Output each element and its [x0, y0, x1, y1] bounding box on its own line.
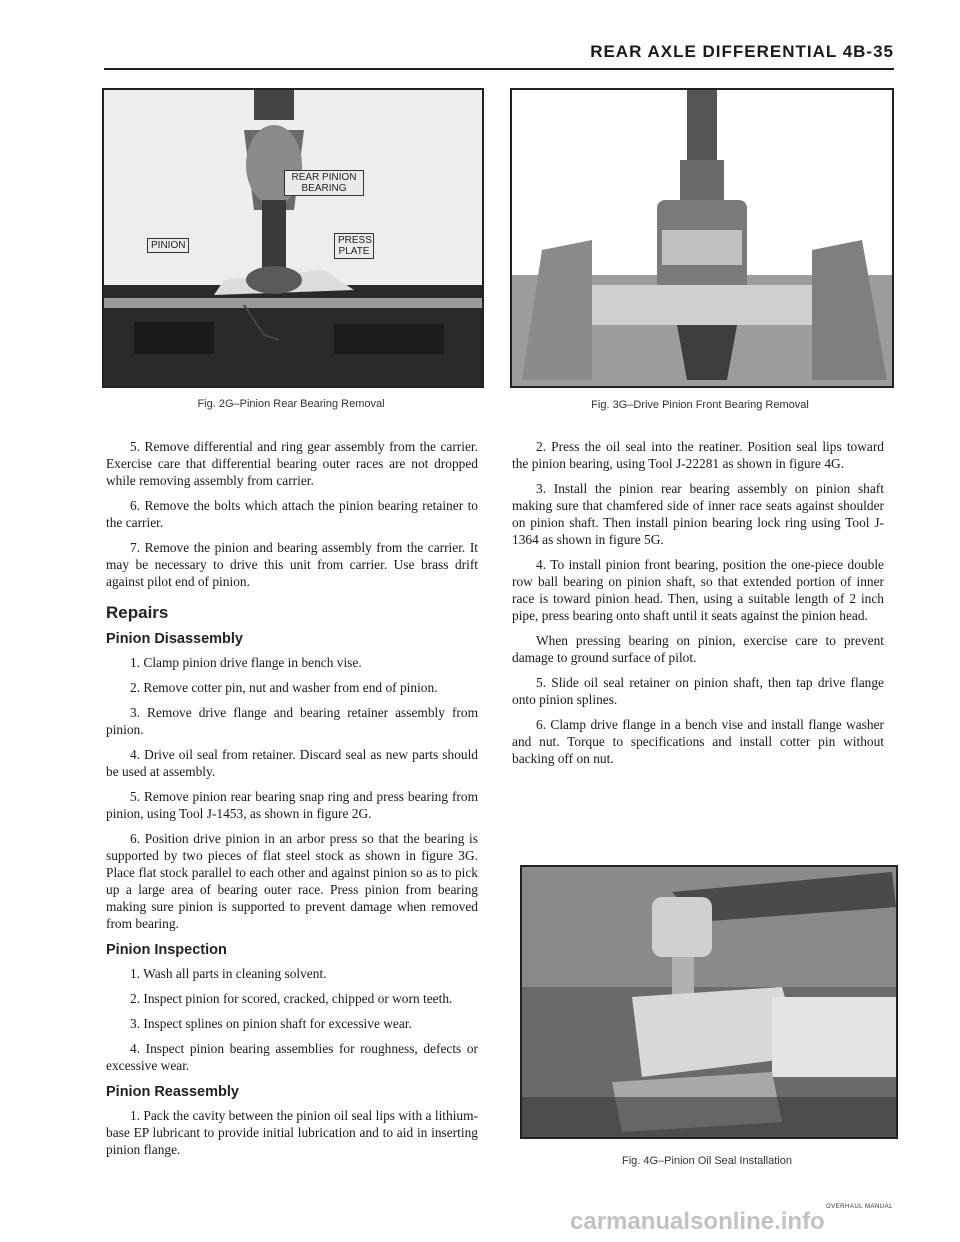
disassembly-step: 1. Clamp pinion drive flange in bench vise.: [130, 655, 362, 670]
reassembly-step: 1. Pack the cavity between the pinion oil seal lips with a lithium-base EP lubricant to provide initial lubrication and to aid in inserting pinion flange.: [106, 1108, 478, 1157]
repairs-heading: Repairs: [106, 603, 169, 622]
inspection-step: 1. Wash all parts in cleaning solvent.: [130, 966, 327, 981]
pinion-reassembly-heading: Pinion Reassembly: [106, 1084, 239, 1100]
page-header-title: REAR AXLE DIFFERENTIAL 4B-35: [590, 42, 894, 61]
overhaul-manual-tag: OVERHAUL MANUAL: [826, 1204, 893, 1210]
disassembly-step: 2. Remove cotter pin, nut and washer from end of pinion.: [130, 680, 438, 695]
left-step-5: 5. Remove differential and ring gear assembly from the carrier. Exercise care that differential bearing outer races are not dropped while removing assembly from carrier.: [106, 439, 478, 488]
disassembly-step: 5. Remove pinion rear bearing snap ring and press bearing from pinion, using Tool J-1453, as shown in figure 2G.: [106, 789, 478, 821]
right-step: 6. Clamp drive flange in a bench vise and install flange washer and nut. Torque to specifications and install cotter pin without backing off on nut.: [512, 717, 884, 766]
right-step: 4. To install pinion front bearing, position the one-piece double row ball bearing on pinion shaft, so that extended portion of inner race is toward pinion head. Then, using a suitable length of 2 inch pipe, press bearing onto shaft until it seats against the pinion head.: [512, 557, 884, 623]
right-column: [512, 438, 884, 775]
left-step-6: 6. Remove the bolts which attach the pinion bearing retainer to the carrier.: [106, 498, 478, 530]
header-rule: [104, 68, 894, 70]
figure-2g-caption: Fig. 2G–Pinion Rear Bearing Removal: [197, 398, 385, 410]
inspection-step: 4. Inspect pinion bearing assemblies for roughness, defects or excessive wear.: [106, 1041, 478, 1073]
right-step: When pressing bearing on pinion, exercise care to prevent damage to ground surface of pilot.: [512, 633, 884, 665]
figure-4g-caption: Fig. 4G–Pinion Oil Seal Installation: [622, 1155, 792, 1167]
callout-rear-pinion-bearing: REAR PINION BEARING: [284, 170, 364, 196]
left-step-7: 7. Remove the pinion and bearing assembly from the carrier. It may be necessary to drive this unit from carrier. Use brass drift against pilot end of pinion.: [106, 540, 478, 589]
watermark: carmanualsonline.info: [570, 1208, 825, 1235]
right-step: 5. Slide oil seal retainer on pinion shaft, then tap drive flange onto pinion splines.: [512, 675, 884, 707]
pinion-inspection-heading: Pinion Inspection: [106, 942, 227, 958]
disassembly-step: 3. Remove drive flange and bearing retainer assembly from pinion.: [106, 705, 478, 737]
disassembly-step: 4. Drive oil seal from retainer. Discard seal as new parts should be used at assembly.: [106, 747, 478, 779]
pinion-disassembly-heading: Pinion Disassembly: [106, 631, 243, 647]
figure-4g-photo: [520, 865, 898, 1139]
callout-press-plate: PRESS PLATE: [334, 233, 374, 259]
figure-3g-caption: Fig. 3G–Drive Pinion Front Bearing Removal: [591, 399, 809, 411]
callout-pinion: PINION: [147, 238, 189, 253]
figure-3g-photo: [510, 88, 894, 388]
inspection-step: 2. Inspect pinion for scored, cracked, chipped or worn teeth.: [130, 991, 453, 1006]
disassembly-step: 6. Position drive pinion in an arbor press so that the bearing is supported by two pieces of flat steel stock as shown in figure 3G. Place flat stock parallel to each other and against pinion so as to pick up a large area of bearing outer race. Press pinion from bearing making sure pinion is supported to prevent damage when removed from bearing.: [106, 831, 478, 931]
right-step: 2. Press the oil seal into the reatiner. Position seal lips toward the pinion bearing, using Tool J-22281 as shown in figure 4G.: [512, 439, 884, 471]
inspection-step: 3. Inspect splines on pinion shaft for excessive wear.: [130, 1016, 412, 1031]
right-step: 3. Install the pinion rear bearing assembly on pinion shaft making sure that chamfered side of inner race seats against shoulder on pinion shaft. Then install pinion bearing lock ring using Tool J-1364 as shown in figure 5G.: [512, 481, 884, 547]
left-column: [106, 438, 478, 1166]
